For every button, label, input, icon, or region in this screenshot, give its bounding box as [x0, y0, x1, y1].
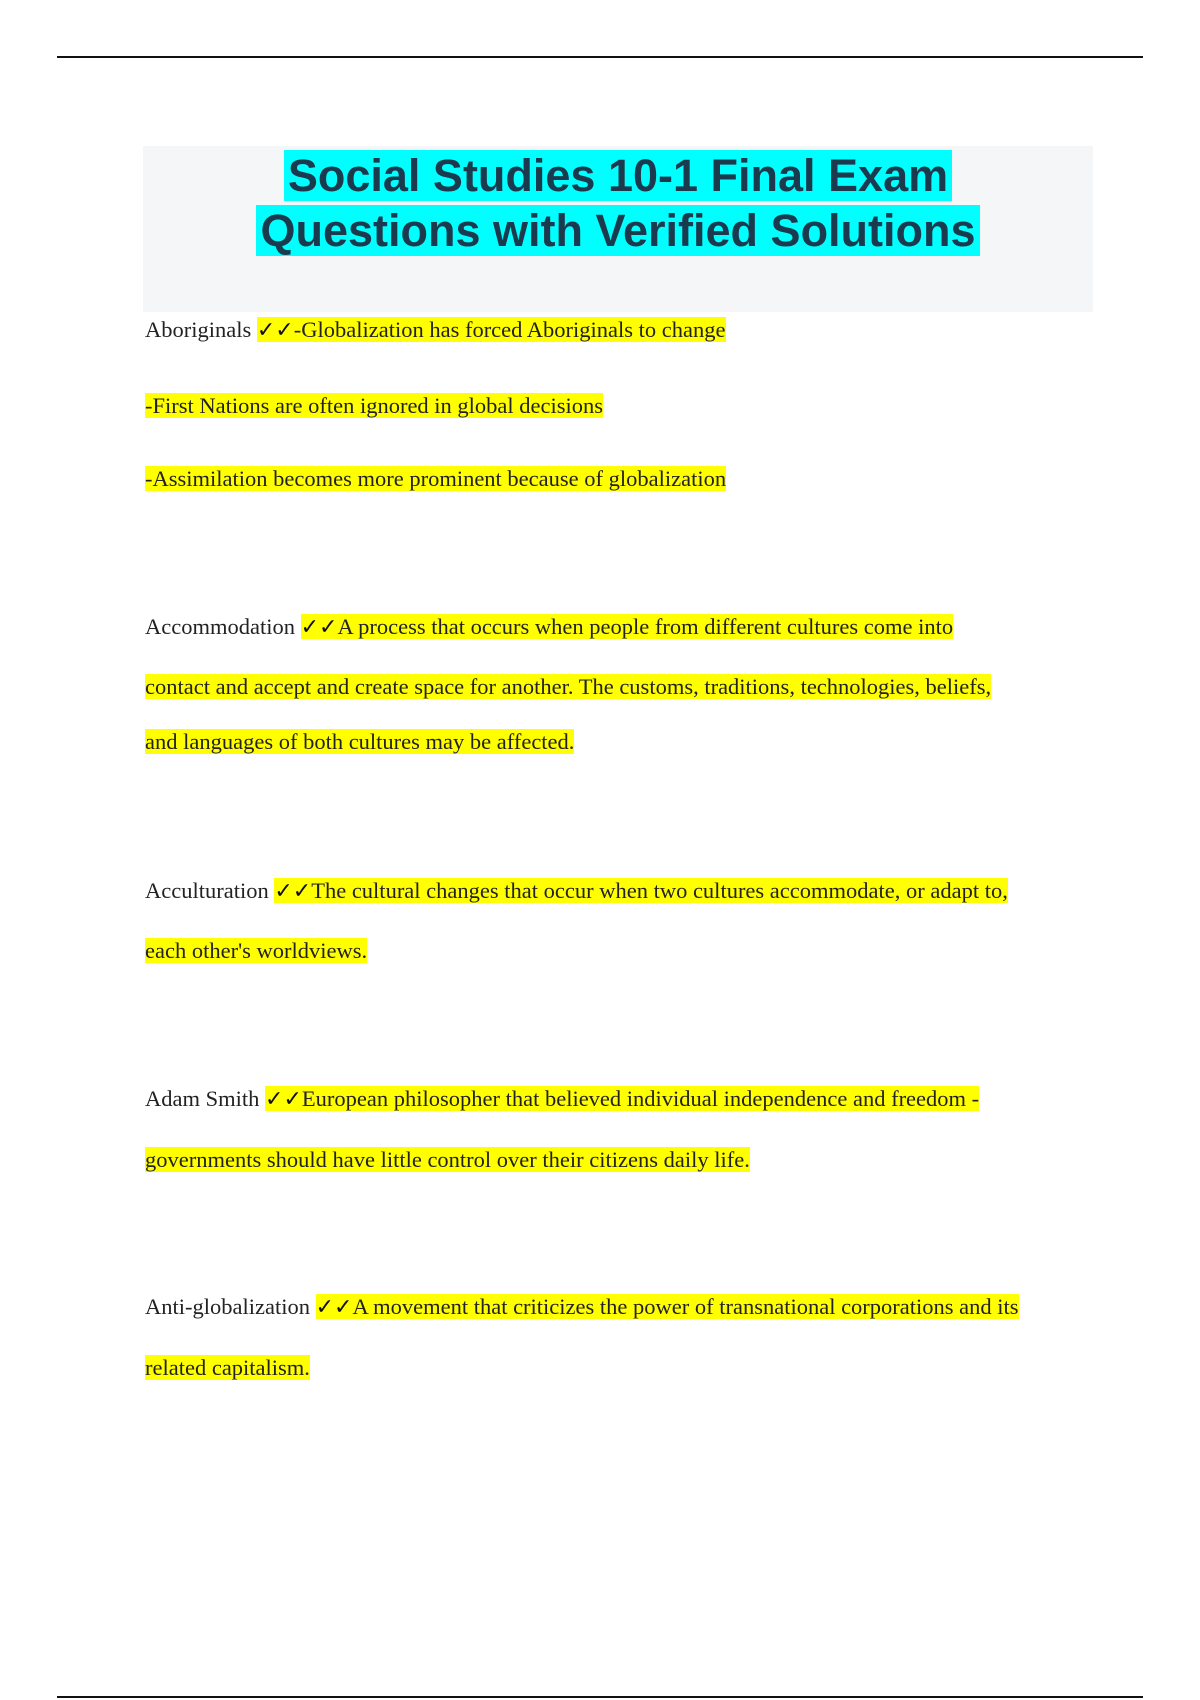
check-marks-icon: ✓✓ [256, 318, 294, 343]
entry-aboriginals-line-3 [145, 464, 726, 494]
check-marks-icon: ✓✓ [315, 1295, 353, 1320]
entry-term: Adam Smith [145, 1086, 260, 1111]
entry-answer-text: -Globalization has forced Aboriginals to change [293, 317, 726, 342]
entry-anti-globalization-line-2 [145, 1353, 310, 1383]
entry-term: Aboriginals [145, 317, 252, 342]
entry-answer-text: A process that occurs when people from different cultures come into [337, 614, 954, 639]
entry-answer-text: governments should have little control over their citizens daily life. [145, 1147, 750, 1172]
entry-answer-text: European philosopher that believed individual independence and freedom - [301, 1086, 980, 1111]
entry-answer-text: -First Nations are often ignored in global decisions [145, 393, 604, 418]
entry-answer-text: -Assimilation becomes more prominent because of globalization [145, 466, 727, 491]
entry-adam-smith-line-2 [145, 1145, 750, 1175]
check-marks-icon: ✓✓ [265, 1087, 302, 1112]
entry-answer-text: contact and accept and create space for another. The customs, traditions, technologies, beliefs, [145, 674, 992, 699]
entry-term: Accommodation [145, 614, 295, 639]
page-title-line-2: Questions with Verified Solutions [256, 205, 979, 256]
entry-term: Acculturation [145, 878, 269, 903]
entry-answer-text: A movement that criticizes the power of transnational corporations and its [352, 1294, 1019, 1319]
entry-accommodation-line-1 [145, 612, 953, 643]
entry-anti-globalization-line-1 [145, 1292, 1019, 1323]
entry-term: Anti-globalization [145, 1294, 310, 1319]
check-marks-icon: ✓✓ [300, 615, 338, 640]
entry-accommodation-line-2 [145, 672, 991, 702]
entry-accommodation-line-3 [145, 727, 574, 757]
entry-answer-text: and languages of both cultures may be affected. [145, 729, 575, 754]
entry-answer-text: each other's worldviews. [145, 938, 368, 963]
entry-acculturation-line-2 [145, 936, 367, 966]
page-title-line-1: Social Studies 10-1 Final Exam [284, 150, 952, 201]
entry-aboriginals-line-2 [145, 391, 603, 421]
entry-adam-smith-line-1 [145, 1084, 979, 1115]
entry-answer-text: related capitalism. [145, 1355, 310, 1380]
bottom-rule [57, 1696, 1143, 1698]
top-rule [57, 56, 1143, 58]
check-marks-icon: ✓✓ [274, 879, 312, 904]
entry-acculturation-line-1 [145, 876, 1008, 907]
entry-answer-text: The cultural changes that occur when two cultures accommodate, or adapt to, [311, 878, 1008, 903]
title-banner [143, 146, 1093, 312]
entry-aboriginals-line-1 [145, 315, 726, 346]
